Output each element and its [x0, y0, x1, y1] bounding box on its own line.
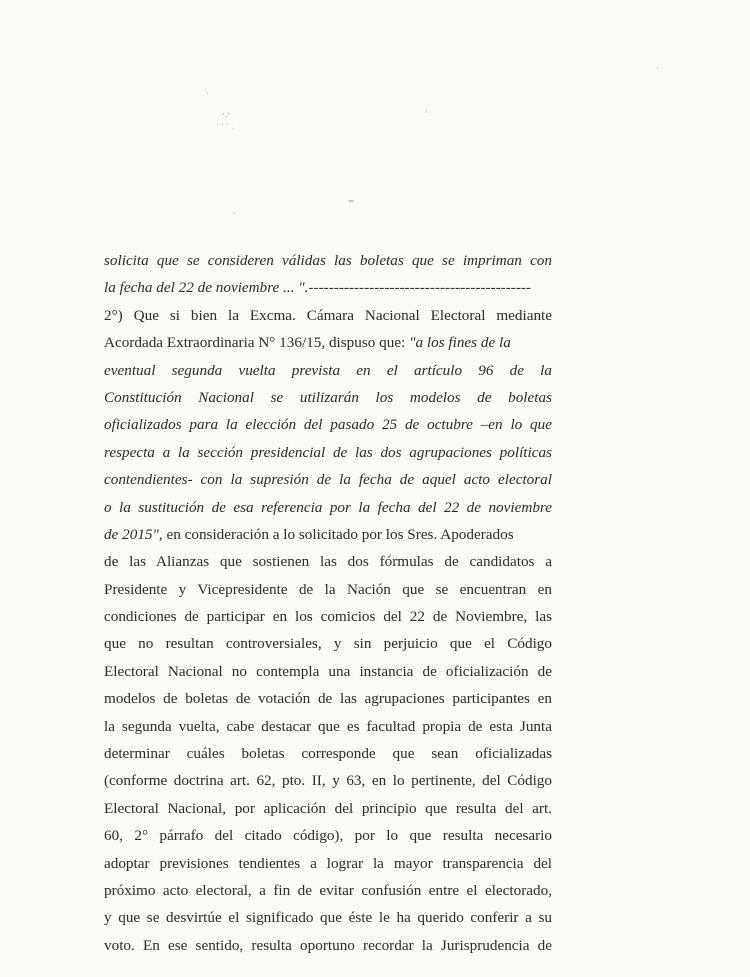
text-line: [104, 274, 552, 301]
text-line: que no resultan controversiales, y sin perjuicio que el Código: [104, 635, 552, 653]
scan-mark: ·: [656, 63, 659, 73]
text-fragment: Acordada Extraordinaria N° 136/15, dispuso que:: [104, 334, 410, 352]
text-line: Electoral Nacional, por aplicación del principio que resulta del art.: [104, 799, 552, 817]
text-line: oficializados para la elección del pasado 25 de octubre –en lo que: [104, 416, 552, 434]
text-line: respecta a la sección presidencial de las dos agrupaciones políticas: [104, 443, 552, 461]
text-line: o la sustitución de esa referencia por la fecha del 22 de noviembre: [104, 498, 552, 516]
text-fragment: la fecha del 22 de noviembre ... ".: [104, 279, 309, 297]
text-line: (conforme doctrina art. 62, pto. II, y 63, en lo pertinente, del Código: [104, 772, 552, 790]
scan-mark: ˎ: [233, 204, 236, 214]
dash-fill: --------------------------------------------: [308, 279, 532, 297]
text-line: modelos de boletas de votación de las agrupaciones participantes en: [104, 690, 552, 708]
scan-mark: ʳ: [426, 107, 428, 117]
scan-mark: ·.·: [222, 109, 231, 119]
scan-mark: ˈ: [206, 91, 209, 101]
text-fragment: de 2015": [104, 525, 159, 543]
text-line: solicita que se consideren válidas las boletas que se impriman con: [104, 252, 552, 269]
text-line: 60, 2° párrafo del citado código), por lo que resulta necesario: [104, 827, 552, 845]
text-line: condiciones de participar en los comicios del 22 de Noviembre, las: [104, 608, 552, 626]
scan-mark: ˙ ʹ ʾ ˒: [216, 122, 234, 132]
text-line: próximo acto electoral, a fin de evitar confusión entre el electorado,: [104, 881, 552, 899]
text-line: 2°) Que si bien la Excma. Cámara Nacional Electoral mediante: [104, 306, 552, 324]
scan-mark: ⁼: [348, 196, 355, 210]
text-line: Electoral Nacional no contempla una instancia de oficialización de: [104, 662, 552, 680]
text-fragment: "a los fines de la: [409, 334, 511, 352]
text-line: Constitución Nacional se utilizarán los modelos de boletas: [104, 388, 552, 406]
text-line: de las Alianzas que sostienen las dos fórmulas de candidatos a: [104, 553, 552, 571]
text-fragment: , en consideración a lo solicitado por los Sres. Apoderados: [158, 525, 514, 543]
text-line: la segunda vuelta, cabe destacar que es facultad propia de esta Junta: [104, 717, 552, 735]
text-line: adoptar previsiones tendientes a lograr la mayor transparencia del: [104, 854, 552, 872]
text-line: contendientes- con la supresión de la fecha de aquel acto electoral: [104, 471, 552, 489]
text-line: voto. En ese sentido, resulta oportuno recordar la Jurisprudencia de: [104, 936, 552, 954]
text-line: determinar cuáles boletas corresponde que sean oficializadas: [104, 745, 552, 763]
text-line: y que se desvirtúe el significado que éste le ha querido conferir a su: [104, 909, 552, 927]
text-line: [104, 329, 552, 356]
text-line: Presidente y Vicepresidente de la Nación que se encuentran en: [104, 580, 552, 598]
document-body: [104, 247, 552, 959]
text-line: eventual segunda vuelta prevista en el artículo 96 de la: [104, 361, 552, 379]
text-line: [104, 521, 552, 548]
